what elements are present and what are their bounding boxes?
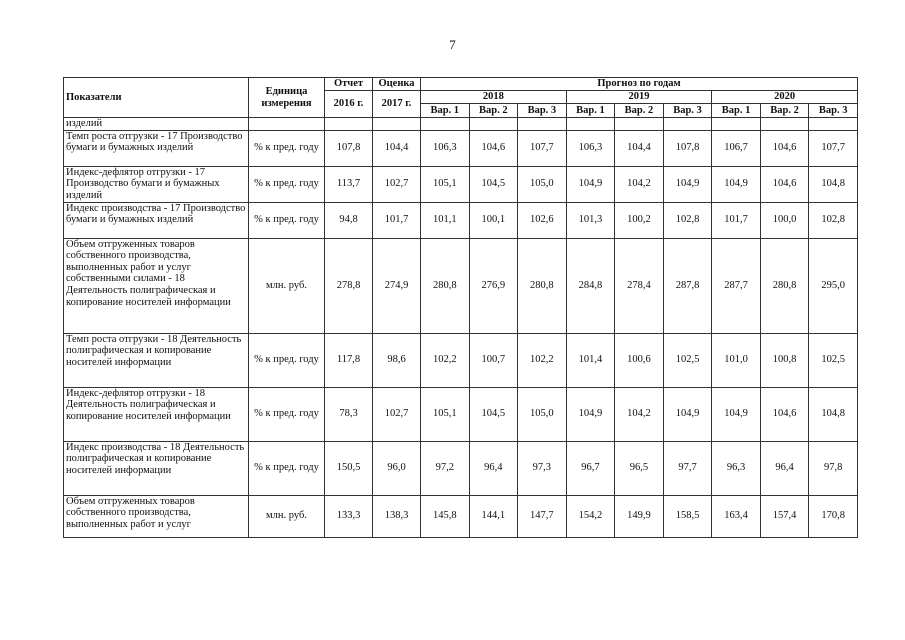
- value-cell: 104,8: [809, 387, 858, 441]
- value-cell: 104,6: [760, 387, 809, 441]
- value-cell: 96,3: [712, 441, 761, 495]
- value-cell: 107,8: [663, 130, 712, 166]
- table-row: [64, 387, 858, 441]
- value-cell: 104,4: [373, 130, 421, 166]
- value-cell: 102,8: [663, 202, 712, 238]
- value-cell: 96,7: [566, 441, 615, 495]
- header-variant: Вар. 1: [566, 104, 615, 118]
- value-cell: 105,0: [518, 166, 567, 202]
- indicator-name: изделий: [64, 118, 249, 131]
- value-cell: 287,8: [663, 238, 712, 333]
- header-variant: Вар. 3: [809, 104, 858, 118]
- value-cell: [469, 118, 518, 131]
- value-cell: 106,3: [566, 130, 615, 166]
- value-cell: [712, 118, 761, 131]
- value-cell: 104,9: [663, 387, 712, 441]
- value-cell: 280,8: [518, 238, 567, 333]
- value-cell: 96,5: [615, 441, 664, 495]
- header-variant: Вар. 3: [663, 104, 712, 118]
- table-header: [64, 78, 858, 118]
- value-cell: 104,9: [712, 387, 761, 441]
- table-body: [64, 118, 858, 538]
- value-cell: 100,7: [469, 333, 518, 387]
- value-cell: [373, 118, 421, 131]
- indicator-unit: % к пред. году: [249, 166, 325, 202]
- value-cell: [566, 118, 615, 131]
- value-cell: 97,8: [809, 441, 858, 495]
- value-cell: 104,2: [615, 387, 664, 441]
- value-cell: 280,8: [760, 238, 809, 333]
- value-cell: 105,1: [421, 387, 470, 441]
- value-cell: 106,7: [712, 130, 761, 166]
- value-cell: 97,2: [421, 441, 470, 495]
- value-cell: 96,4: [469, 441, 518, 495]
- page-number: 7: [449, 37, 456, 52]
- indicator-name: Индекс производства - 18 Деятельность полиграфическая и копирование носителей информации: [64, 441, 249, 495]
- value-cell: 278,8: [325, 238, 373, 333]
- indicator-unit: % к пред. году: [249, 202, 325, 238]
- indicator-name: Индекс-дефлятор отгрузки - 17 Производство бумаги и бумажных изделий: [64, 166, 249, 202]
- table-row: [64, 166, 858, 202]
- value-cell: 106,3: [421, 130, 470, 166]
- header-year-2020: 2020: [712, 91, 858, 104]
- value-cell: 104,4: [615, 130, 664, 166]
- value-cell: 102,2: [421, 333, 470, 387]
- indicator-unit: млн. руб.: [249, 495, 325, 537]
- value-cell: 149,9: [615, 495, 664, 537]
- value-cell: 170,8: [809, 495, 858, 537]
- header-year-2019: 2019: [566, 91, 712, 104]
- header-year-2018: 2018: [421, 91, 567, 104]
- value-cell: 154,2: [566, 495, 615, 537]
- value-cell: 158,5: [663, 495, 712, 537]
- value-cell: [325, 118, 373, 131]
- value-cell: 102,7: [373, 387, 421, 441]
- header-estimate: Оценка: [373, 78, 421, 91]
- header-variant: Вар. 3: [518, 104, 567, 118]
- table-row: [64, 118, 858, 131]
- value-cell: 104,5: [469, 387, 518, 441]
- header-report: Отчет: [325, 78, 373, 91]
- value-cell: 94,8: [325, 202, 373, 238]
- value-cell: 102,5: [809, 333, 858, 387]
- table-row: [64, 130, 858, 166]
- table-row: [64, 238, 858, 333]
- value-cell: 101,7: [373, 202, 421, 238]
- header-variant: Вар. 2: [760, 104, 809, 118]
- indicator-unit: % к пред. году: [249, 387, 325, 441]
- value-cell: 107,7: [809, 130, 858, 166]
- value-cell: 97,7: [663, 441, 712, 495]
- value-cell: 105,0: [518, 387, 567, 441]
- value-cell: 100,2: [615, 202, 664, 238]
- header-estimate-year: 2017 г.: [373, 91, 421, 118]
- value-cell: 101,4: [566, 333, 615, 387]
- value-cell: 101,1: [421, 202, 470, 238]
- value-cell: 102,7: [373, 166, 421, 202]
- value-cell: 97,3: [518, 441, 567, 495]
- table-row: [64, 441, 858, 495]
- value-cell: 104,9: [566, 166, 615, 202]
- value-cell: 102,6: [518, 202, 567, 238]
- value-cell: 157,4: [760, 495, 809, 537]
- value-cell: 101,3: [566, 202, 615, 238]
- value-cell: 100,0: [760, 202, 809, 238]
- value-cell: 102,2: [518, 333, 567, 387]
- indicator-name: Объем отгруженных товаров собственного производства, выполненных работ и услуг собственными силами - 18 Деятельность полиграфическая и копирование носителей информации: [64, 238, 249, 333]
- indicator-name: Темп роста отгрузки - 18 Деятельность полиграфическая и копирование носителей информации: [64, 333, 249, 387]
- value-cell: 104,5: [469, 166, 518, 202]
- indicator-unit: % к пред. году: [249, 333, 325, 387]
- value-cell: 104,9: [566, 387, 615, 441]
- indicator-unit: [249, 118, 325, 131]
- value-cell: 96,4: [760, 441, 809, 495]
- indicator-unit: млн. руб.: [249, 238, 325, 333]
- header-indicator: Показатели: [64, 78, 249, 118]
- value-cell: 145,8: [421, 495, 470, 537]
- value-cell: 104,2: [615, 166, 664, 202]
- table-row: [64, 495, 858, 537]
- value-cell: 101,7: [712, 202, 761, 238]
- indicator-unit: % к пред. году: [249, 441, 325, 495]
- value-cell: 117,8: [325, 333, 373, 387]
- indicator-name: Индекс производства - 17 Производство бумаги и бумажных изделий: [64, 202, 249, 238]
- value-cell: 104,6: [760, 166, 809, 202]
- value-cell: [760, 118, 809, 131]
- value-cell: 104,9: [712, 166, 761, 202]
- value-cell: 274,9: [373, 238, 421, 333]
- value-cell: 104,9: [663, 166, 712, 202]
- value-cell: 133,3: [325, 495, 373, 537]
- value-cell: [809, 118, 858, 131]
- header-report-year: 2016 г.: [325, 91, 373, 118]
- value-cell: 100,8: [760, 333, 809, 387]
- value-cell: 105,1: [421, 166, 470, 202]
- value-cell: [518, 118, 567, 131]
- header-forecast: Прогноз по годам: [421, 78, 858, 91]
- header-variant: Вар. 1: [421, 104, 470, 118]
- header-unit: Единица измерения: [249, 78, 325, 118]
- header-variant: Вар. 1: [712, 104, 761, 118]
- value-cell: 100,6: [615, 333, 664, 387]
- value-cell: 287,7: [712, 238, 761, 333]
- value-cell: 100,1: [469, 202, 518, 238]
- header-variant: Вар. 2: [615, 104, 664, 118]
- value-cell: 276,9: [469, 238, 518, 333]
- value-cell: 104,6: [760, 130, 809, 166]
- header-variant: Вар. 2: [469, 104, 518, 118]
- value-cell: 278,4: [615, 238, 664, 333]
- indicator-name: Темп роста отгрузки - 17 Производство бумаги и бумажных изделий: [64, 130, 249, 166]
- value-cell: [615, 118, 664, 131]
- value-cell: 101,0: [712, 333, 761, 387]
- value-cell: 113,7: [325, 166, 373, 202]
- value-cell: 284,8: [566, 238, 615, 333]
- value-cell: 163,4: [712, 495, 761, 537]
- value-cell: 144,1: [469, 495, 518, 537]
- value-cell: 96,0: [373, 441, 421, 495]
- value-cell: 295,0: [809, 238, 858, 333]
- value-cell: 98,6: [373, 333, 421, 387]
- value-cell: 104,6: [469, 130, 518, 166]
- indicator-name: Объем отгруженных товаров собственного производства, выполненных работ и услуг: [64, 495, 249, 537]
- value-cell: 102,5: [663, 333, 712, 387]
- forecast-table: [63, 77, 858, 538]
- value-cell: 107,8: [325, 130, 373, 166]
- value-cell: 102,8: [809, 202, 858, 238]
- value-cell: 78,3: [325, 387, 373, 441]
- value-cell: 104,8: [809, 166, 858, 202]
- indicator-name: Индекс-дефлятор отгрузки - 18 Деятельность полиграфическая и копирование носителей информации: [64, 387, 249, 441]
- value-cell: 138,3: [373, 495, 421, 537]
- value-cell: [421, 118, 470, 131]
- value-cell: 107,7: [518, 130, 567, 166]
- value-cell: 147,7: [518, 495, 567, 537]
- table-row: [64, 202, 858, 238]
- table-row: [64, 333, 858, 387]
- value-cell: 280,8: [421, 238, 470, 333]
- value-cell: 150,5: [325, 441, 373, 495]
- value-cell: [663, 118, 712, 131]
- indicator-unit: % к пред. году: [249, 130, 325, 166]
